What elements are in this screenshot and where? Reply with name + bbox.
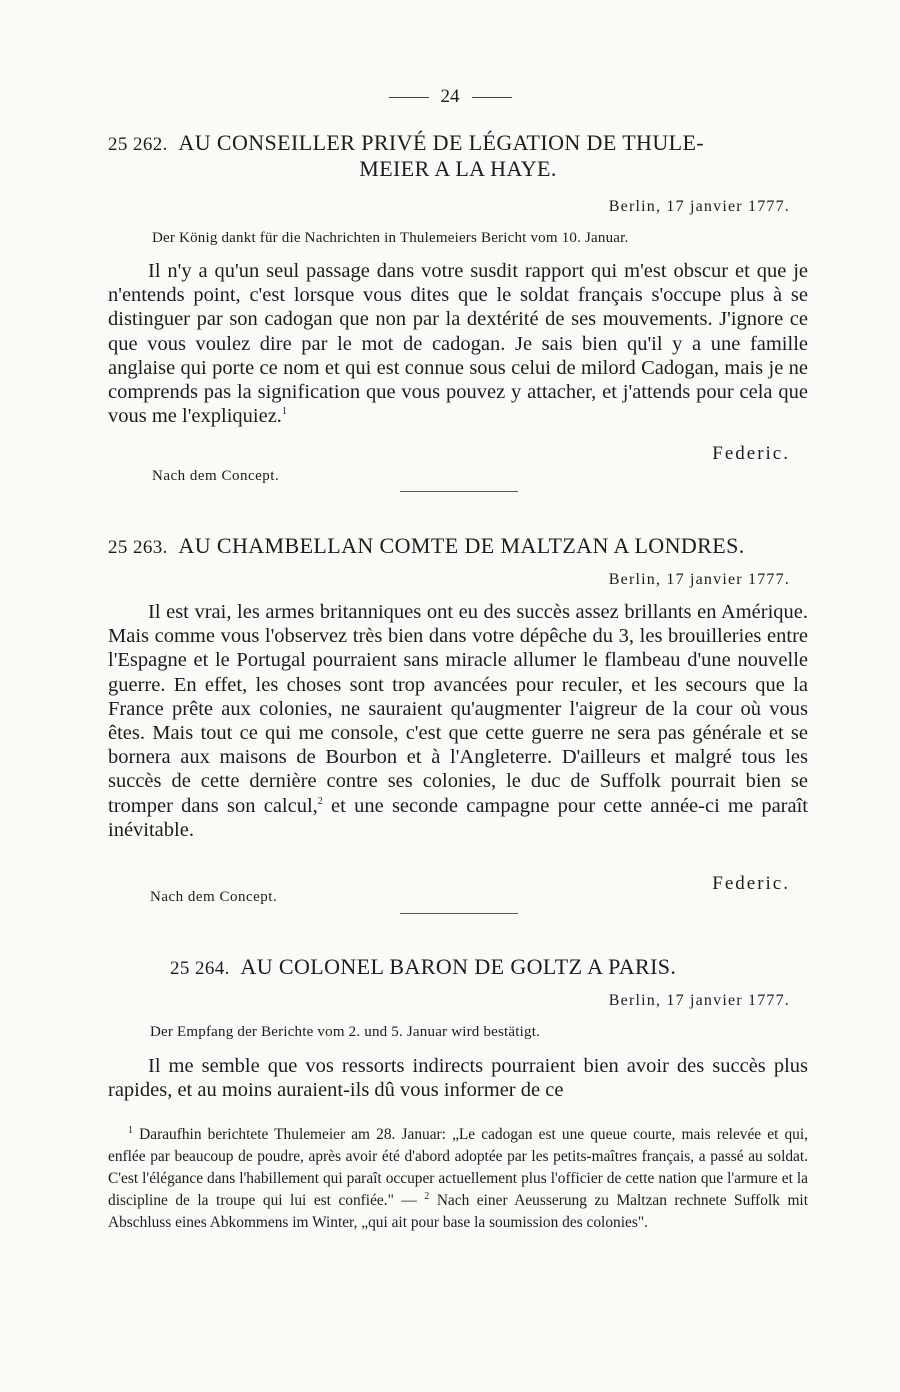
letter-title-line1: AU CONSEILLER PRIVÉ DE LÉGATION DE THULE- <box>178 130 705 155</box>
letter-25263-dateline: Berlin, 17 janvier 1777. <box>608 571 790 588</box>
section-divider <box>400 491 518 492</box>
letter-25262-source: Nach dem Concept. <box>152 468 280 484</box>
letter-25264-body: Il me semble que vos ressorts indirects pourraient bien avoir des succès plus rapides, et au moins auraient-ils dû vous informer de ce <box>108 1055 808 1102</box>
footnote-marker-2: 2 <box>424 1190 430 1202</box>
letter-title-line2: MEIER A LA HAYE. <box>359 156 557 181</box>
letter-25262-summary: Der König dankt für die Nachrichten in Thulemeiers Bericht vom 10. Januar. <box>152 230 629 246</box>
footnotes <box>108 1124 808 1234</box>
letter-number: 25 264. <box>170 958 230 979</box>
letter-body-text: Il n'y a qu'un seul passage dans votre susdit rapport qui m'est obscur et que je n'entends point, c'est lorsque vous dites que le soldat français s'occupe plus à se distinguer par son cadogan que non par la dextérité de ses mouvements. J'ignore ce que vous voulez dire par le mot de cadogan. Je sais bien qu'il y a une famille anglaise qui porte ce nom et qui est connue sous celui de milord Cadogan, mais je ne comprends pas la signification que vous pouvez y attacher, et j'attends pour cela que vous me l'expliquiez. <box>108 260 808 428</box>
letter-25263-heading <box>108 534 808 560</box>
letter-25263-source: Nach dem Concept. <box>150 889 278 905</box>
footnote-text-2: Nach einer Aeusserung zu Maltzan rechnete Suffolk mit Abschluss eines Abkommens im Winter, „qui ait pour base la soumission des colonies". <box>108 1192 808 1231</box>
letter-25264-summary: Der Empfang der Berichte vom 2. und 5. Januar wird bestätigt. <box>150 1024 541 1040</box>
letter-body-text-part2: et une seconde campagne pour cette année-ci me paraît inévitable. <box>108 794 808 841</box>
letter-25262-dateline: Berlin, 17 janvier 1777. <box>608 198 790 215</box>
letter-body-text-part1: Il est vrai, les armes britanniques ont eu des succès assez brillants en Amérique. Mais comme vous l'observez très bien dans votre dépêche du 3, les brouilleries entre l'Espagne et le Portugal pourraient sans miracle allumer le flambeau d'une nouvelle guerre. En effet, les choses sont trop avancées pour reculer, et les secours que la France prête aux colonies, ne sauraient qu'augmenter l'aigreur de la cour où vous êtes. Mais tout ce qui me console, c'est que cette guerre ne sera pas générale et se bornera aux maisons de Bourbon et à l'Angleterre. D'ailleurs et malgré tous les succès de cette dernière contre ses colonies, le duc de Suffolk pourrait bien se tromper dans son calcul, <box>108 601 808 817</box>
letter-25262-body <box>108 259 808 428</box>
letter-25264-heading <box>170 955 810 981</box>
footnote-marker-1: 1 <box>128 1124 133 1136</box>
letter-25262-signature: Federic. <box>712 443 790 464</box>
page-number-text: 24 <box>440 86 460 107</box>
letter-25262-heading <box>108 131 808 181</box>
footnote-ref-1: 1 <box>281 406 287 418</box>
page-number-rule-left <box>389 97 429 98</box>
letter-number: 25 262. <box>108 134 168 155</box>
letter-title-line1: AU CHAMBELLAN COMTE DE MALTZAN A LONDRES. <box>178 533 745 558</box>
page-number <box>0 86 900 108</box>
letter-25263-signature: Federic. <box>712 873 790 894</box>
footnote-ref-2: 2 <box>317 795 323 807</box>
letter-25263-body <box>108 600 808 842</box>
letter-number: 25 263. <box>108 537 168 558</box>
section-divider <box>400 913 518 914</box>
footnote-text-1: Daraufhin berichtete Thulemeier am 28. Januar: „Le cadogan est une queue courte, mais relevée et qui, enflée par beaucoup de poudre, après avoir été d'abord adoptée par les petits-maîtres français, a passé au soldat. C'est l'élégance dans l'habillement qui paraît occuper actuellement plus l'officier de cette nation que l'armure et la discipline de la troupe qui lui est confiée." — <box>108 1126 808 1209</box>
letter-title-line1: AU COLONEL BARON DE GOLTZ A PARIS. <box>240 954 677 979</box>
letter-25264-dateline: Berlin, 17 janvier 1777. <box>608 992 790 1009</box>
page-number-rule-right <box>472 97 512 98</box>
